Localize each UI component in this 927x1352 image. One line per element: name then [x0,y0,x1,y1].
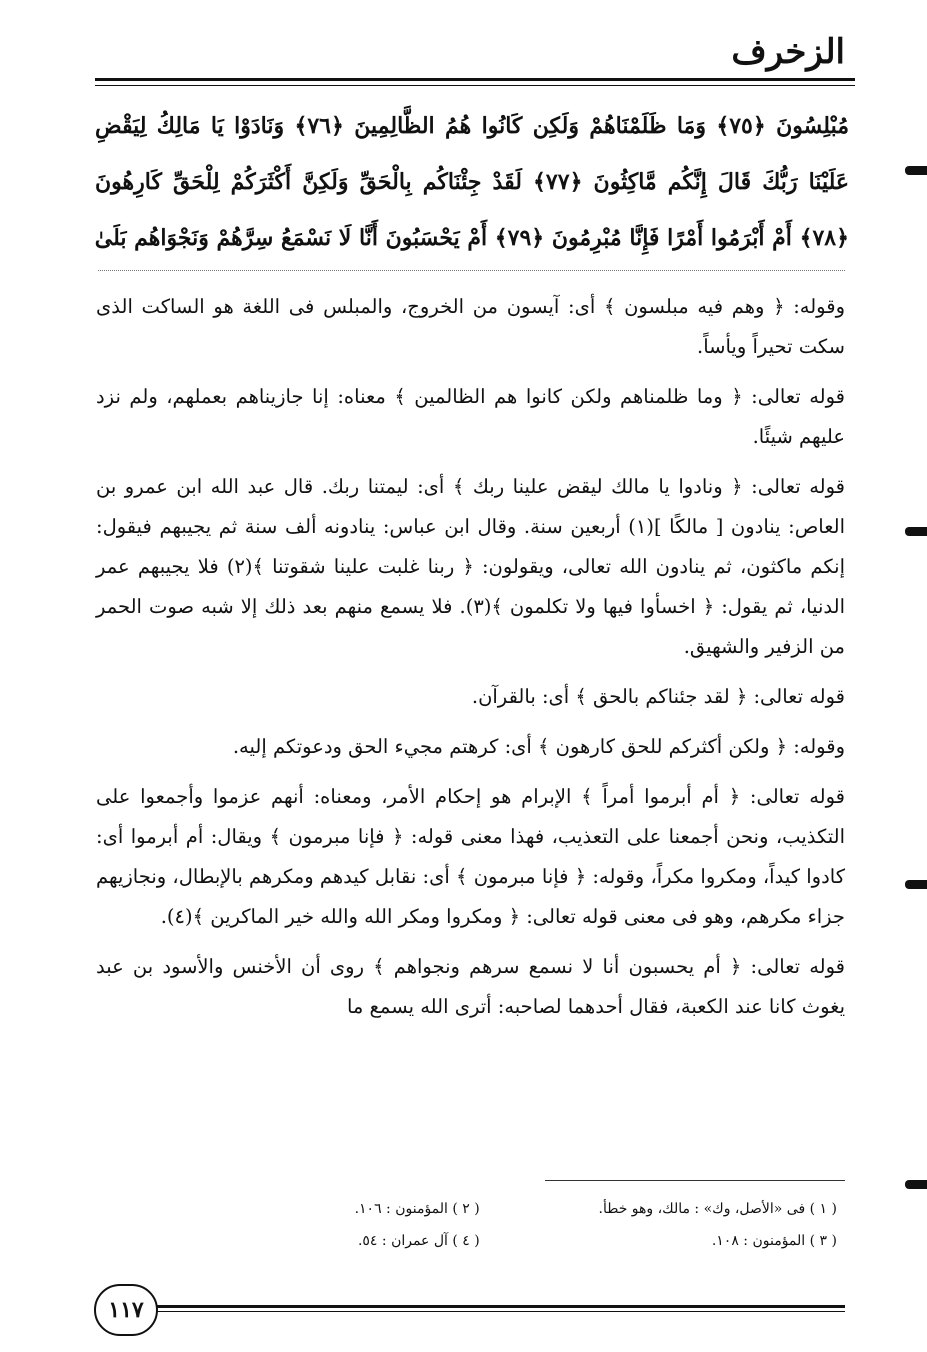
footnote-2: ( ٢ ) المؤمنون : ١٠٦. [354,1201,480,1217]
commentary-paragraph: قوله تعالى: ﴿ أم يحسبون أنا لا نسمع سرهم ونجواهم ﴾ روى أن الأخنس والأسود بن عبد يغوث كانا عند الكعبة، فقال أحدهما لصاحبه: أترى الله يسمع ما [96,955,845,1018]
footnote-1: ( ١ ) فى «الأصل، وك» : مالك، وهو خطأ. [598,1201,837,1217]
footnote-4: ( ٤ ) آل عمران : ٥٤. [357,1233,480,1249]
commentary-paragraph: وقوله: ﴿ وهم فيه مبلسون ﴾ أى: آيسون من الخروج، والمبلس فى اللغة هو الساكت الذى سكت تحيراً ويأساً. [96,295,845,358]
footer-rule-thin [155,1311,845,1312]
footnote-separator [545,1180,845,1181]
scan-edge-mark [905,166,927,175]
quran-line: عَلَيْنَا رَبُّكَ قَالَ إِنَّكُم مَّاكِثُونَ ﴿٧٧﴾ لَقَدْ جِئْنَاكُم بِالْحَقِّ وَلَكِنَّ أَكْثَرَكُمْ لِلْحَقِّ كَارِهُونَ [95,169,849,195]
commentary-paragraph: قوله تعالى: ﴿ لقد جئناكم بالحق ﴾ أى: بالقرآن. [471,685,845,708]
scan-edge-mark [905,1180,927,1189]
commentary-paragraph: قوله تعالى: ﴿ ونادوا يا مالك ليقض علينا ربك ﴾ أى: ليمتنا ربك. قال عبد الله ابن عمرو بن العاص: ينادون [ مالكًا ](١) أربعين سنة. وقال ابن عباس: ينادونه ألف سنة ثم يجيبهم فيقول: إنكم ماكثون، ثم ينادون الله تعالى، ويقولون: ﴿ ربنا غلبت علينا شقوتنا ﴾(٢) فلا يجيبهم عمر الدنيا، ثم يقول: ﴿ اخسأوا فيها ولا تكلمون ﴾(٣). فلا يسمع منهم بعد ذلك إلا شبه صوت الحمر من الزفير والشهيق. [96,475,845,658]
footer-rule-thick [155,1305,845,1308]
quran-line: ﴿٧٨﴾ أَمْ أَبْرَمُوا أَمْرًا فَإِنَّا مُبْرِمُونَ ﴿٧٩﴾ أَمْ يَحْسَبُونَ أَنَّا لَا نَسْمَعُ سِرَّهُمْ وَنَجْوَاهُم بَلَىٰ [95,225,849,251]
quran-line: مُبْلِسُونَ ﴿٧٥﴾ وَمَا ظَلَمْنَاهُمْ وَلَكِن كَانُوا هُمُ الظَّالِمِينَ ﴿٧٦﴾ وَنَادَوْا يَا مَالِكُ لِيَقْضِ [95,113,849,139]
commentary-text [96,287,845,1027]
quran-verses-block [95,98,849,266]
commentary-paragraph: قوله تعالى: ﴿ وما ظلمناهم ولكن كانوا هم الظالمين ﴾ معناه: إنا جازيناهم بعملهم، ولم نزد عليهم شيئًا. [96,385,845,448]
verses-separator [98,270,845,271]
commentary-paragraph: وقوله: ﴿ ولكن أكثركم للحق كارهون ﴾ أى: كرهتم مجيء الحق ودعوتكم إليه. [232,735,845,758]
header-rule-thick [95,78,855,81]
footnote-3: ( ٣ ) المؤمنون : ١٠٨. [711,1233,837,1249]
commentary-paragraph: قوله تعالى: ﴿ أم أبرموا أمراً ﴾ الإبرام هو إحكام الأمر، ومعناه: أنهم عزموا وأجمعوا على التكذيب، ونحن أجمعنا على التعذيب، فهذا معنى قوله: ﴿ فإنا مبرمون ﴾ ويقال: أم أبرموا أى: كادوا كيداً، ومكروا مكراً، وقوله: ﴿ فإنا مبرمون ﴾ أى: نقابل كيدهم ومكرهم بالإبطال، ونجازيهم جزاء مكرهم، وهو فى معنى قوله تعالى: ﴿ ومكروا ومكر الله والله خير الماكرين ﴾(٤). [96,785,845,928]
scan-edge-mark [905,527,927,536]
header-rule-thin [95,85,855,86]
surah-title: الزخرف [731,32,845,72]
scan-edge-mark [905,880,927,889]
footnotes [150,1193,837,1257]
page-number: ١١٧ [94,1284,158,1336]
